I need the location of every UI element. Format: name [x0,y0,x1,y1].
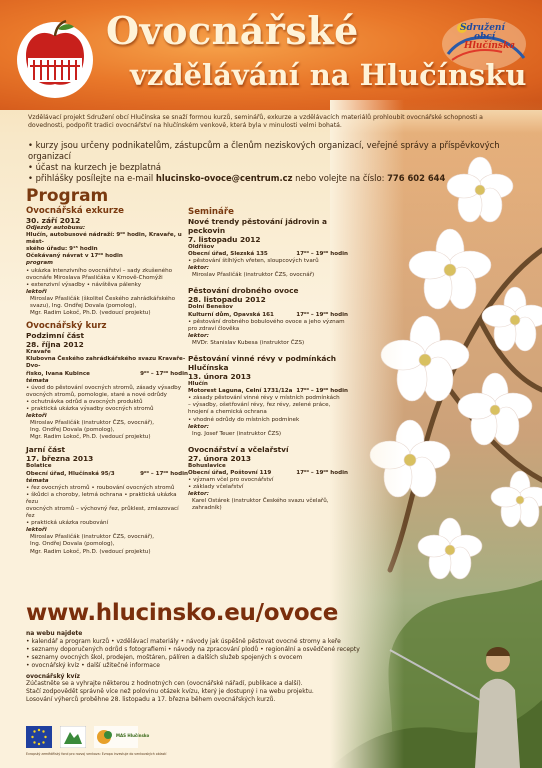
kurz-autumn-topic: ovocných stromů, pomologie, staré a nové odrůdy [26,391,167,398]
partner-logo [440,14,528,72]
seminar-lector-label: lektor: [188,423,209,430]
exkurze-item: • ukázka intenzivního ovocnářství – sady zkušeného [26,267,173,274]
seminar-name: Pěstování vinné révy v podmínkách Hlučínska [188,354,337,373]
seminar-block [188,217,348,279]
seminar-point: • pěstování štíhlých vřeten, sloupcových tvarů [188,258,319,265]
seminar-block [188,445,348,513]
seminar-block [188,354,348,438]
exkurze-item: • extenzivní výsadby • návštěva pálenky [26,281,142,288]
info-bullet: • kurzy jsou určeny podnikatelům, zástupcům a členům neziskových organizací, veřejné správy a příspěvkových organizací [28,140,500,161]
website-find-label: na webu najdete [26,630,83,637]
contact-middle: nebo volejte na číslo: [292,173,388,183]
quiz-line: Losování výherců proběhne 28. listopadu a 17. března během ovocnářských kurzů. [26,696,276,704]
kurz-title: Ovocnářský kurz [26,321,107,332]
info-bullet-text: účast na kurzech je bezplatná [35,162,162,172]
seminar-name: Ovocnářství a včelařství [188,444,289,454]
exkurze-lectors-label: lektoři [26,288,47,295]
kurz-autumn-topic: • úvod do pěstování ovocných stromů, zásady výsadby [26,384,182,391]
program-heading: Program [26,186,109,206]
kurz-spring-topic: • řez ovocných stromů • roubování ovocných stromů [26,484,175,491]
contact-prefix: přihlášky posílejte na e-mail [35,173,156,183]
seminar-point: • vhodné odrůdy do místních podmínek [188,416,300,423]
kurz-lectors-label: lektoři [26,413,47,420]
exkurze-lector: Miroslav Přasličák (školitel Českého zahrádkářského [30,295,176,302]
partner-logo-line1: Sdružení [460,23,505,33]
website-find-item: • seznamy doporučených odrůd s fotografiemi • návody na zpracování plodů • regionální a osvědčené recepty [26,645,360,653]
seminar-date: 27. února 2013 [188,453,252,463]
partner-logo-line3: Hlučínska [464,41,516,51]
footer-note: Evropský zemědělský fond pro rozvoj venkova: Evropa investuje do venkovských oblastí [26,752,167,756]
website-url[interactable]: www.hlucinsko.eu/ovoce [26,600,339,626]
kurz-spring-part: Jarní část [26,445,66,455]
seminar-point: • pěstování drobného bobulového ovoce a jeho význam [188,318,345,325]
mas-logo-text: MAS Hlučínsko [116,733,150,738]
program-left-column [26,206,188,556]
rural-program-icon [60,726,86,748]
exkurze-depart-label: Odjezdy autobusu: [26,225,86,231]
seminar-time: 17⁰⁰ – 19⁰⁰ hodin [296,251,348,258]
poster-title-line2: vzdělávání na Hlučínsku [130,58,527,92]
website-find-item: • seznamy ovocných škol, prodejen, moštáren, pálíren a dalších služeb spojených s ovocem [26,653,303,661]
seminar-block [188,286,348,347]
eu-flag-icon [26,726,52,748]
seminar-lector: Miroslav Přasličák (instruktor ČZS, ovocnář) [192,272,315,279]
seminar-lector: MVDr. Stanislav Kubesa (instruktor ČZS) [192,339,305,346]
kurz-autumn-time: 9⁰⁰ – 17⁰⁰ hodin [140,370,188,377]
seminar-name: Pěstování drobného ovoce [188,286,299,296]
exkurze-return: Očekávaný návrat v 17⁰⁰ hodin [26,253,123,260]
website-find-item: • kalendář a program kurzů • vzdělávací materiály • návody jak úspěšně pěstovat ovocné stromy a keře [26,637,341,645]
kurz-autumn-topic: • ochutnávka odrůd a ovocných produktů [26,398,143,405]
kurz-autumn-place-2: řisko, Ivana Kubince [26,370,90,377]
seminar-place: Kulturní dům, Opavská 161 [188,311,274,318]
quiz-line: Zúčastněte se a vyhrajte některou z hodnotných cen (ovocnářské nářadí, publikace a další). [26,680,303,688]
seminar-lector: Karel Ostárek (instruktor Českého svazu včelařů, zahradník) [192,498,329,512]
kurz-spring-topics-label: témata [26,477,49,484]
contact-email[interactable]: hlucinsko-ovoce@centrum.cz [155,173,293,183]
kurz-spring-lector: Miroslav Přasličák (instruktor ČZS, ovocnář), [30,534,154,541]
seminar-point: hnojení a chemická ochrana [188,409,267,416]
kurz-spring-topic: • praktická ukázka roubování [26,520,109,527]
exkurze-item: ovocnáře Miroslava Přasličáka v Krnově-Chomýži [26,274,163,281]
kurz-autumn-town: Kravaře [26,349,51,356]
seminar-place: Motorest Laguna, Celní 1731/12a [188,388,293,395]
exkurze-depart-2: ského úřadu: 9¹⁵ hodin [26,246,98,253]
seminar-point: – výsadby, ošetřování révy, řez révy, zelené práce, [188,402,331,409]
info-bullet: • účast na kurzech je bezplatná [28,162,162,172]
exkurze-lector: svazu), Ing. Ondřej Dovala (pomolog), [30,303,137,310]
seminar-lector-label: lektor: [188,332,209,339]
seminars-title: Semináře [188,207,234,217]
seminar-lector-label: lektor: [188,491,209,498]
kurz-spring-town: Bolatice [26,463,52,470]
kurz-topics-label: témata [26,377,49,384]
exkurze-title: Ovocnářská exkurze [26,206,124,216]
exkurze-program-label: program [26,260,53,267]
kurz-autumn-lector: Mgr. Radim Lokoč, Ph.D. (vedoucí projektu) [30,434,151,441]
kurz-spring-lectors-label: lektoři [26,527,47,534]
kurz-spring-lector: Ing. Ondřej Dovala (pomolog), [30,541,115,548]
kurz-spring-date: 17. března 2013 [26,454,94,464]
kurz-spring-topic: • škůdci a choroby, letmá ochrana • praktická ukázka řezu [26,491,177,505]
program-right-column [188,207,348,512]
info-bullet-text: kurzy jsou určeny podnikatelům, zástupcům a členům neziskových organizací, veřejné správy a příspěvkových organizací [28,140,500,161]
kurz-spring-lector: Mgr. Radim Lokoč, Ph.D. (vedoucí projektu) [30,548,151,555]
partner-logo-line2: obcí [474,32,496,42]
seminar-point: • zásady pěstování vinné révy v místních podmínkách [188,395,340,402]
seminar-time: 17⁰⁰ – 19⁰⁰ hodin [296,388,348,395]
seminar-date: 13. února 2013 [188,372,252,382]
seminar-place: Obecní úřad, Slezská 135 [188,251,268,258]
kurz-autumn-topic: • praktická ukázka výsadby ovocných stromů [26,405,154,412]
poster-title-line1: Ovocnářské [106,8,359,53]
seminar-lector: Ing. Josef Teuer (instruktor ČZS) [192,430,282,437]
seminar-point: • význam včel pro ovocnářství [188,476,274,483]
kurz-autumn-lector: Ing. Ondřej Dovala (pomolog), [30,427,115,434]
seminar-town: Bohuslavice [188,462,226,469]
footer-logos [26,726,226,760]
kurz-spring-topic: ovocných stromů – výchovný řez, průklest, zmlazovací řez [26,506,179,520]
quiz-label: ovocnářský kvíz [26,672,81,680]
kurz-autumn-part: Podzimní část [26,331,84,341]
kurz-autumn-date: 28. října 2012 [26,340,84,350]
seminar-point: pro zdraví člověka [188,325,240,332]
exkurze-lector: Mgr. Radim Lokoč, Ph.D. (vedoucí projektu) [30,310,151,317]
website-section [26,630,376,704]
exkurze-date: 30. září 2012 [26,216,81,225]
seminar-town: Hlučín [188,381,208,388]
seminar-time: 17⁰⁰ – 19⁰⁰ hodin [296,469,348,476]
seminar-town: Dolní Benešov [188,304,233,311]
seminar-name: Nové trendy pěstování jádrovin a peckovin [188,217,327,235]
seminar-date: 28. listopadu 2012 [188,295,266,305]
kurz-autumn-place-1: Klubovna Českého zahrádkářského svazu Kravaře-Dvo- [26,356,186,370]
seminar-place: Obecní úřad, Poštovní 119 [188,469,272,476]
contact-phone[interactable]: 776 602 644 [387,173,446,183]
info-bullets [28,140,528,184]
intro-text: Vzdělávací projekt Sdružení obcí Hlučínska se snaží formou kurzů, seminářů, exkurze a vzdělávacích materiálů prohloubit ovocnářské schopnosti a dovednosti, podpořit tradici ovocnářství na hlučínském venkově, která byla v minulosti velmi bohatá. [28,114,483,130]
contact-line: • přihlášky posílejte na e-mail hlucinsko-ovoce@centrum.cz nebo volejte na číslo: 776 602 644 [28,173,446,183]
exkurze-depart-1: Hlučín, autobusové nádraží: 9⁰⁰ hodin, Kravaře, u měst- [26,232,182,246]
seminar-lector-label: lektor: [188,265,209,272]
seminar-town: Oldřišov [188,244,215,250]
apple-logo-icon [12,14,98,100]
seminar-time: 17⁰⁰ – 19⁰⁰ hodin [296,311,348,318]
website-find-item: • ovocnářský kvíz • další užitečné informace [26,661,160,669]
kurz-spring-time: 9⁰⁰ – 17⁰⁰ hodin [140,470,188,477]
kurz-spring-place: Obecní úřad, Hlučínská 95/3 [26,470,115,477]
kurz-autumn-lector: Miroslav Přasličák (instruktor ČZS, ovocnář), [30,420,154,427]
seminar-point: • základy včelařství [188,484,244,491]
seminar-date: 7. listopadu 2012 [188,235,261,244]
quiz-line: Stačí zodpovědět správně více než polovinu otázek kvízu, který je dostupný i na webu projektu. [26,688,314,696]
